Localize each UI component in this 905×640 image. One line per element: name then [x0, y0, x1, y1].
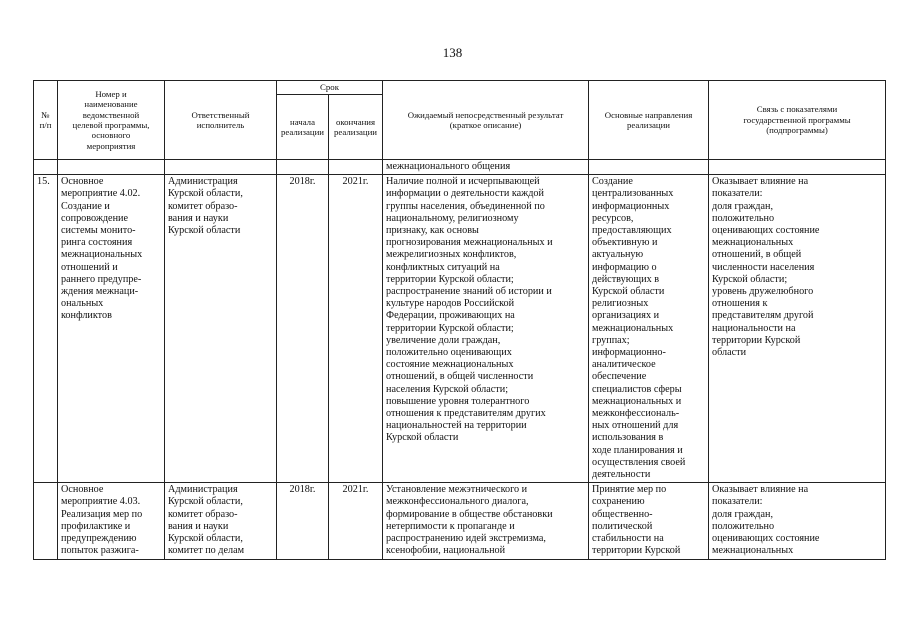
header-num: № п/п [34, 81, 58, 160]
program-table [33, 80, 886, 560]
header-term: Срок [277, 81, 383, 95]
header-directions: Основные направления реализации [589, 81, 709, 160]
program-indicators-link: Оказывает влияние на показатели: доля граждан, положительно оценивающих состояние межнациональных [709, 483, 886, 559]
table-row [34, 175, 886, 483]
page-number: 138 [442, 45, 463, 60]
expected-result: Наличие полной и исчерпывающей информации о деятельности каждой группы населения, объединенной по национальному, религиозному признаку, как основы прогнозирования межнациональных и межрелигиозных конфликтов, конфликтных ситуаций на территории Курской области; распространение знаний об истории и культуре народов Российской Федерации, проживающих на территории Курской области; увеличение доли граждан, положительно оценивающих состояние межнациональных отношений, в общей численности населения Курской области; повышение уровня толерантного отношения к представителям других национальностей на территории Курской области [383, 175, 589, 483]
header-end: окончания реализации [329, 95, 383, 160]
program-indicators-link: Оказывает влияние на показатели: доля граждан, положительно оценивающих состояние межнациональных отношений, в общей численности населения Курской области; уровень дружелюбного отношения к представителям другой национальности на территории Курской области [709, 175, 886, 483]
activity-name: Основное мероприятие 4.02. Создание и сопровождение системы монито- ринга состояния межнациональных отношений и раннего предупре- ждения межнаци- ональных конфликтов [58, 175, 165, 483]
row-number [34, 483, 58, 559]
header-link: Связь с показателями государственной программы (подпрограммы) [709, 81, 886, 160]
expected-result: Установление межэтнического и межконфессионального диалога, формирование в обществе обстановки нетерпимости к пропаганде и распространению идей экстремизма, ксенофобии, национальной [383, 483, 589, 559]
table-row [34, 483, 886, 559]
header-result: Ожидаемый непосредственный результат (краткое описание) [383, 81, 589, 160]
start-year: 2018г. [277, 483, 329, 559]
activity-name: Основное мероприятие 4.03. Реализация мер по профилактике и предупреждению попыток разжига- [58, 483, 165, 559]
header-row-1 [34, 81, 886, 95]
main-directions: Принятие мер по сохранению общественно- политической стабильности на территории Курской [589, 483, 709, 559]
continuation-row [34, 160, 886, 175]
end-year: 2021г. [329, 483, 383, 559]
header-start: начала реализации [277, 95, 329, 160]
start-year: 2018г. [277, 175, 329, 483]
header-name: Номер и наименование ведомственной целевой программы, основного мероприятия [58, 81, 165, 160]
end-year: 2021г. [329, 175, 383, 483]
main-directions: Создание централизованных информационных ресурсов, предоставляющих объективную и актуальную информацию о действующих в Курской области религиозных организациях и межнациональных группах; информационно- аналитическое обеспечение специалистов сферы межнациональных и межконфессиональ- ных отношений для использования в ходе планирования и осуществления своей деятельности [589, 175, 709, 483]
responsible-executor: Администрация Курской области, комитет образо- вания и науки Курской области, комитет по делам [165, 483, 277, 559]
continuation-text: межнационального общения [383, 160, 589, 175]
row-number: 15. [34, 175, 58, 483]
header-responsible: Ответственный исполнитель [165, 81, 277, 160]
responsible-executor: Администрация Курской области, комитет образо- вания и науки Курской области [165, 175, 277, 483]
